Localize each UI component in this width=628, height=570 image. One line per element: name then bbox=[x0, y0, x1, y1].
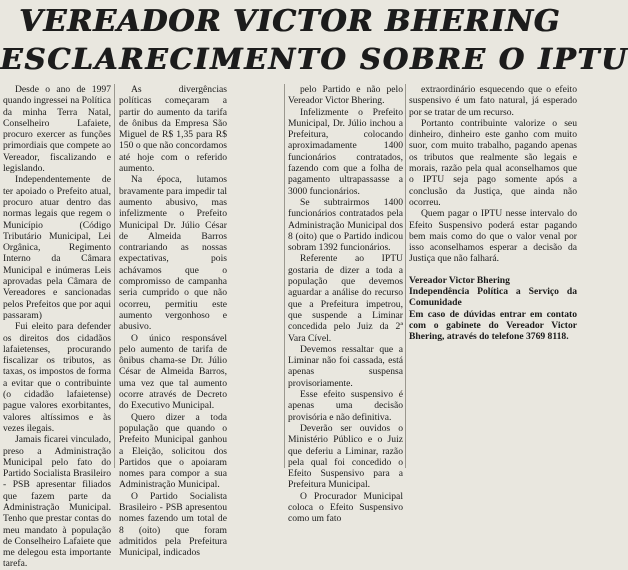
article-column-1 bbox=[3, 84, 111, 570]
paragraph: Infelizmente o Prefeito Municipal, Dr. Júlio inchou a Prefeitura, colocando aproximadamente 1400 funcionários contratados, fazendo com que a folha de pagamento ultrapassasse a 3000 funcionários. bbox=[288, 106, 403, 197]
paragraph: Fui eleito para defender os direitos dos cidadãos lafaietenses, procurando fiscalizar os tributos, as taxas, os impostos de forma a evitar que o contribuinte (o cidadão lafaietense) pague valores exorbitantes, valores altíssimos e às vezes ilegais. bbox=[3, 321, 111, 434]
paragraph: O Procurador Municipal coloca o Efeito Suspensivo como um fato bbox=[288, 490, 403, 525]
column-rule bbox=[114, 84, 115, 468]
signature-name: Vereador Victor Bhering bbox=[409, 274, 510, 286]
column-rule bbox=[405, 84, 406, 468]
column-rule bbox=[284, 84, 285, 468]
article-column-3 bbox=[288, 84, 403, 525]
paragraph: pelo Partido e não pelo Vereador Victor Bhering. bbox=[288, 84, 403, 107]
article-column-2 bbox=[119, 84, 227, 559]
paragraph: Devemos ressaltar que a Liminar não foi cassada, está apenas suspensa provisoriamente. bbox=[288, 343, 403, 389]
paragraph: Deverão ser ouvidos o Ministério Público e o Juiz que deferiu a Liminar, razão pela qual foi concedido o Efeito Suspensivo para a Prefeitura Municipal. bbox=[288, 422, 403, 491]
headline-line-2: ESCLARECIMENTO SOBRE O IPTU bbox=[0, 42, 628, 76]
paragraph: Quero dizer a toda população que quando o Prefeito Municipal ganhou a Eleição, solicitou dos Partidos que o apoiaram nomes para compor a sua Administração Municipal. bbox=[119, 411, 227, 491]
paragraph: Jamais ficarei vinculado, preso a Administração Municipal pelo fato do Partido Socialista Brasileiro - PSB apresentar filiados que fazem parte da Administração Municipal. Tenho que prestar contas do meu mandato à população de Conselheiro Lafaiete que me delegou esta importante tarefa. bbox=[3, 434, 111, 570]
paragraph: Na época, lutamos bravamente para impedir tal aumento abusivo, mas infelizmente o Prefeito Municipal Dr. Júlio César de Almeida Barros contrariando as nossas expectativas, pois achávamos que o compromisso de campanha seria cumprido o que não ocorreu, permitiu este aumento vergonhoso e abusivo. bbox=[119, 174, 227, 333]
paragraph: Desde o ano de 1997 quando ingressei na Política da minha Terra Natal, Conselheiro Lafaiete, procuro exercer as funções primordiais que compete ao Vereador, fiscalizando e legislando. bbox=[3, 84, 111, 175]
paragraph: extraordinário esquecendo que o efeito suspensivo é um fato natural, já esperado por se tratar de um recurso. bbox=[409, 84, 577, 118]
signature-title: Independência Política a Serviço da Comunidade bbox=[409, 286, 577, 309]
paragraph: Esse efeito suspensivo é apenas uma decisão provisória e não definitiva. bbox=[288, 389, 403, 423]
paragraph: As divergências políticas começaram a partir do aumento da tarifa de ônibus da Empresa São Miguel de R$ 1,35 para R$ 150 o que não concordamos até hoje com o referido aumento. bbox=[119, 84, 227, 175]
article-column-4 bbox=[409, 84, 577, 468]
contact-note: Em caso de dúvidas entrar em contato com o gabinete do Vereador Victor Bhering, através do telefone 3769 8118. bbox=[409, 308, 577, 343]
paragraph: Quem pagar o IPTU nesse intervalo do Efeito Suspensivo poderá estar pagando bem mais como do que o valor venal por isso aconselhamos esperar a decisão da Justiça que não falhará. bbox=[409, 208, 577, 265]
paragraph: Se subtrairmos 1400 funcionários contratados pela Administração Municipal dos 8 (oito) que o Partido indicou sobram 1392 funcionários. bbox=[288, 196, 403, 254]
paragraph: Portanto contribuinte valorize o seu dinheiro, dinheiro este ganho com muito suor, com muito trabalho, pagando apenas os tributos que realmente são legais e morais, razão pela qual aconselhamos que o IPTU seja pago somente após a conclusão da Justiça, que ainda não ocorreu. bbox=[409, 117, 577, 208]
paragraph: Independentemente de ter apoiado o Prefeito atual, procuro atuar dentro das normas legais que regem o Município (Código Tributário Municipal, Lei Orgânica, Regimento Interno da Câmara Municipal e inúmeras Leis aprovadas pela Câmara de Vereadores e sancionadas pelos Prefeitos que por aqui passaram) bbox=[3, 174, 111, 321]
paragraph: O único responsável pelo aumento de tarifa de ônibus chama-se Dr. Júlio César de Almeida Barros, uma vez que tal aumento ocorre através de Decreto do Executivo Municipal. bbox=[119, 332, 227, 412]
paragraph: O Partido Socialista Brasileiro - PSB apresentou nomes fazendo um total de 8 (oito) que foram admitidos pela Prefeitura Municipal, indicados bbox=[119, 490, 227, 559]
paragraph: Referente ao IPTU gostaria de dizer a toda a população que devemos aguardar a análise do recurso que a Prefeitura impetrou, que suspende a Liminar concedida pelo Juiz da 2ª Vara Cível. bbox=[288, 253, 403, 344]
headline-line-1: VEREADOR VICTOR BHERING bbox=[18, 4, 561, 39]
